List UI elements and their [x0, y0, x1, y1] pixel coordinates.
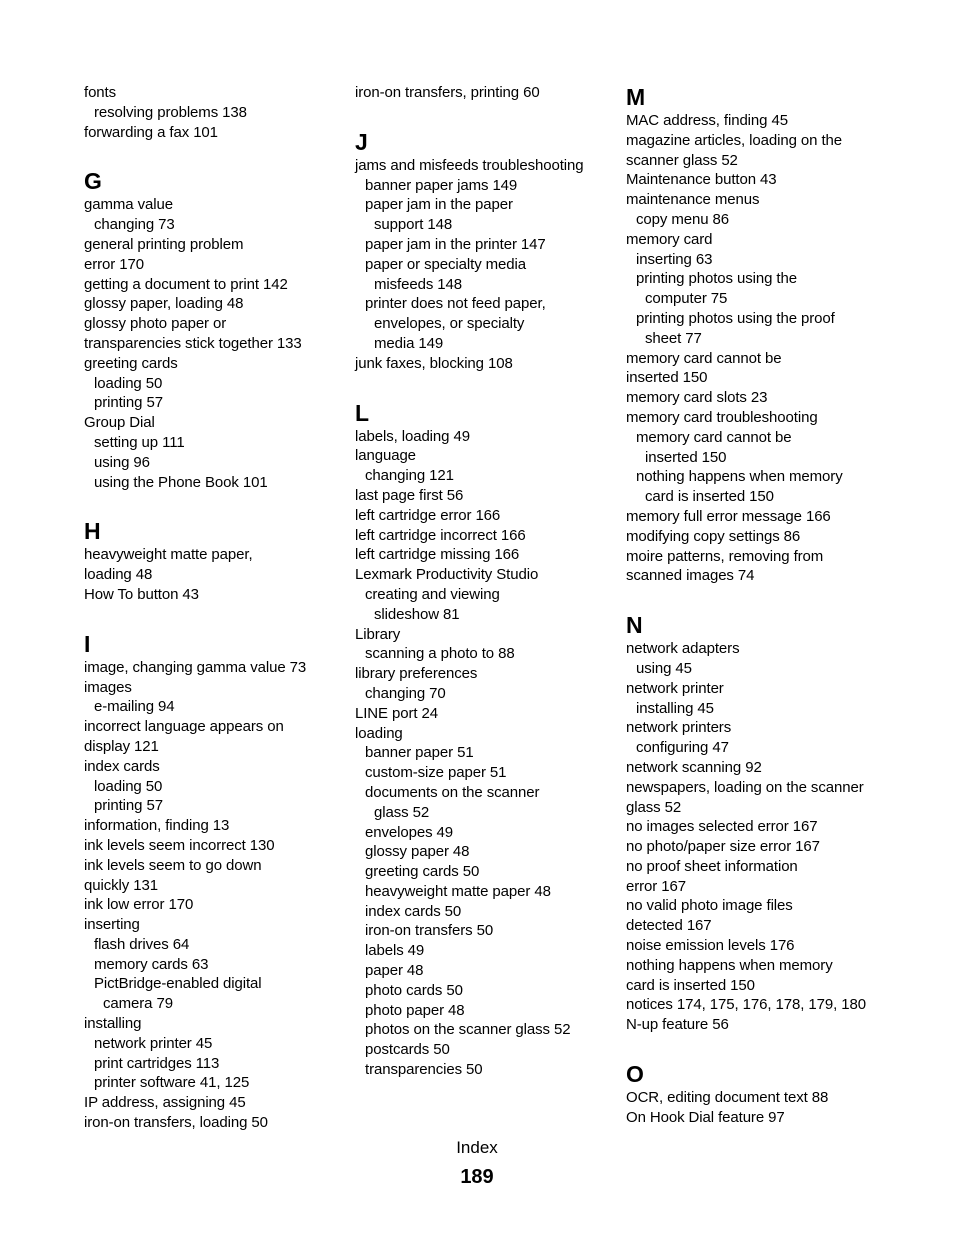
- index-subentry: media 149: [374, 334, 444, 352]
- index-entry: incorrect language appears on: [84, 718, 284, 736]
- index-entry: index cards: [84, 757, 160, 775]
- section-spacer: [84, 492, 354, 517]
- index-entry: memory card troubleshooting: [626, 408, 818, 426]
- index-entry: inserted 150: [626, 369, 708, 387]
- index-subentry: changing 70: [365, 684, 446, 702]
- index-subentry: using 45: [636, 659, 692, 677]
- index-entry: modifying copy settings 86: [626, 527, 801, 545]
- index-subentry: postcards 50: [365, 1041, 450, 1059]
- index-subentry: camera 79: [103, 995, 173, 1013]
- index-entry: iron-on transfers, loading 50: [84, 1114, 268, 1132]
- index-subentry: installing 45: [636, 699, 714, 717]
- index-subentry: misfeeds 148: [374, 275, 463, 293]
- index-entry: left cartridge incorrect 166: [355, 526, 526, 544]
- index-subentry: creating and viewing: [365, 585, 500, 603]
- index-entry: heavyweight matte paper,: [84, 546, 253, 564]
- footer-section-label: Index: [456, 1138, 498, 1157]
- index-subentry: photo paper 48: [365, 1001, 465, 1019]
- index-letter-heading: G: [84, 168, 102, 195]
- index-subentry: inserting 63: [636, 250, 713, 268]
- index-subentry: photo cards 50: [365, 981, 463, 999]
- index-subentry: print cartridges 113: [94, 1054, 220, 1072]
- index-subentry: envelopes, or specialty: [374, 315, 525, 333]
- index-entry: no images selected error 167: [626, 818, 818, 836]
- index-subentry: changing 121: [365, 467, 454, 485]
- index-subentry: e-mailing 94: [94, 698, 175, 716]
- index-subentry: printing photos using the: [636, 270, 797, 288]
- index-subentry: using 96: [94, 453, 150, 471]
- index-subentry: sheet 77: [645, 329, 702, 347]
- index-entry: image, changing gamma value 73: [84, 658, 307, 676]
- index-entry: OCR, editing document text 88: [626, 1089, 829, 1107]
- index-subentry: loading 50: [94, 374, 163, 392]
- index-subentry: banner paper 51: [365, 744, 474, 762]
- index-entry: notices 174, 175, 176, 178, 179, 180: [626, 996, 866, 1014]
- index-subentry: transparencies 50: [365, 1061, 483, 1079]
- section-spacer: [355, 374, 625, 399]
- index-entry: N-up feature 56: [626, 1016, 729, 1034]
- index-subentry: configuring 47: [636, 739, 729, 757]
- index-subentry: paper or specialty media: [365, 255, 527, 273]
- section-spacer: [626, 1035, 896, 1060]
- index-entry: newspapers, loading on the scanner: [626, 778, 864, 796]
- index-subentry: index cards 50: [365, 902, 462, 920]
- index-entry: forwarding a fax 101: [84, 123, 218, 141]
- index-entry: left cartridge missing 166: [355, 546, 520, 564]
- index-entry: glass 52: [626, 798, 682, 816]
- index-subentry: printer does not feed paper,: [365, 295, 546, 313]
- index-letter-heading: M: [626, 84, 646, 110]
- index-subentry: slideshow 81: [374, 605, 460, 623]
- index-entry: ink low error 170: [84, 896, 194, 914]
- index-subentry: printing 57: [94, 797, 163, 815]
- index-entry: detected 167: [626, 917, 712, 935]
- index-entry: display 121: [84, 737, 159, 755]
- index-letter-heading: J: [355, 128, 368, 155]
- section-spacer: [84, 142, 354, 167]
- index-subentry: scanning a photo to 88: [365, 645, 515, 663]
- index-entry: last page first 56: [355, 486, 464, 504]
- index-entry: junk faxes, blocking 108: [355, 354, 513, 372]
- index-entry: Maintenance button 43: [626, 171, 777, 189]
- index-subentry: card is inserted 150: [645, 488, 774, 506]
- index-subentry: using the Phone Book 101: [94, 473, 268, 491]
- index-entry: installing: [84, 1015, 142, 1033]
- index-letter-heading: N: [626, 612, 643, 639]
- index-entry: loading: [355, 724, 403, 742]
- index-subentry: PictBridge-enabled digital: [94, 975, 262, 993]
- index-subentry: paper 48: [365, 962, 424, 980]
- index-entry: error 167: [626, 877, 686, 895]
- index-entry: language: [355, 447, 416, 465]
- index-subentry: printer software 41, 125: [94, 1074, 250, 1092]
- index-subentry: greeting cards 50: [365, 863, 480, 881]
- index-entry: no valid photo image files: [626, 897, 793, 915]
- index-entry: ink levels seem incorrect 130: [84, 836, 275, 854]
- index-entry: no photo/paper size error 167: [626, 838, 820, 856]
- index-entry: network adapters: [626, 640, 740, 658]
- index-subentry: network printer 45: [94, 1034, 213, 1052]
- index-entry: gamma value: [84, 196, 173, 214]
- index-entry: nothing happens when memory: [626, 956, 833, 974]
- index-entry: fonts: [84, 84, 117, 101]
- index-entry: network scanning 92: [626, 758, 762, 776]
- index-subentry: documents on the scanner: [365, 783, 540, 801]
- index-entry: iron-on transfers, printing 60: [355, 84, 540, 101]
- index-subentry: flash drives 64: [94, 935, 190, 953]
- index-subentry: printing photos using the proof: [636, 309, 835, 327]
- page-number: 189: [460, 1166, 494, 1188]
- index-entry: IP address, assigning 45: [84, 1094, 246, 1112]
- index-entry: error 170: [84, 255, 144, 273]
- index-entry: getting a document to print 142: [84, 275, 288, 293]
- index-subentry: photos on the scanner glass 52: [365, 1021, 571, 1039]
- index-entry: ink levels seem to go down: [84, 856, 262, 874]
- index-letter-heading: O: [626, 1061, 644, 1088]
- index-subentry: banner paper jams 149: [365, 176, 518, 194]
- section-spacer: [626, 586, 896, 611]
- section-spacer: [355, 103, 625, 128]
- index-letter-heading: L: [355, 399, 370, 426]
- index-entry: memory card cannot be: [626, 349, 782, 367]
- index-subentry: glass 52: [374, 803, 430, 821]
- index-entry: card is inserted 150: [626, 976, 755, 994]
- index-subentry: heavyweight matte paper 48: [365, 882, 551, 900]
- index-entry: magazine articles, loading on the: [626, 131, 843, 149]
- index-entry: memory card: [626, 230, 713, 248]
- index-entry: network printers: [626, 719, 732, 737]
- index-entry: Group Dial: [84, 414, 155, 432]
- index-letter-heading: I: [84, 630, 91, 657]
- index-entry: scanned images 74: [626, 567, 755, 585]
- index-subentry: iron-on transfers 50: [365, 922, 494, 940]
- index-entry: labels, loading 49: [355, 427, 470, 445]
- index-subentry: copy menu 86: [636, 210, 730, 228]
- index-entry: transparencies stick together 133: [84, 334, 302, 352]
- index-subentry: loading 50: [94, 777, 163, 795]
- index-subentry: labels 49: [365, 942, 425, 960]
- index-entry: scanner glass 52: [626, 151, 738, 169]
- index-entry: images: [84, 678, 132, 696]
- index-subentry: memory cards 63: [94, 955, 209, 973]
- index-entry: How To button 43: [84, 585, 199, 603]
- index-entry: general printing problem: [84, 235, 244, 253]
- index-entry: noise emission levels 176: [626, 937, 795, 955]
- index-column-3: [626, 83, 896, 1128]
- index-entry: quickly 131: [84, 876, 158, 894]
- index-entry: memory card slots 23: [626, 389, 768, 407]
- index-entry: Lexmark Productivity Studio: [355, 566, 539, 584]
- index-entry: greeting cards: [84, 354, 178, 372]
- index-entry: memory full error message 166: [626, 507, 831, 525]
- index-entry: no proof sheet information: [626, 857, 798, 875]
- index-subentry: support 148: [374, 216, 453, 234]
- index-subentry: custom-size paper 51: [365, 764, 507, 782]
- index-column-1: [84, 83, 354, 1133]
- index-entry: information, finding 13: [84, 817, 230, 835]
- index-subentry: printing 57: [94, 394, 163, 412]
- index-entry: MAC address, finding 45: [626, 112, 788, 129]
- index-subentry: paper jam in the printer 147: [365, 235, 546, 253]
- index-entry: moire patterns, removing from: [626, 547, 824, 565]
- section-spacer: [84, 605, 354, 630]
- index-subentry: inserted 150: [645, 448, 727, 466]
- index-subentry: paper jam in the paper: [365, 196, 513, 214]
- index-entry: Library: [355, 625, 401, 643]
- index-entry: glossy photo paper or: [84, 315, 227, 333]
- index-letter-heading: H: [84, 518, 101, 545]
- index-entry: maintenance menus: [626, 191, 760, 209]
- index-entry: library preferences: [355, 665, 478, 683]
- index-entry: glossy paper, loading 48: [84, 295, 244, 313]
- index-entry: On Hook Dial feature 97: [626, 1108, 785, 1126]
- index-subentry: computer 75: [645, 290, 728, 308]
- index-entry: network printer: [626, 679, 724, 697]
- index-subentry: envelopes 49: [365, 823, 454, 841]
- index-entry: LINE port 24: [355, 704, 439, 722]
- index-entry: jams and misfeeds troubleshooting: [355, 156, 584, 174]
- index-entry: loading 48: [84, 566, 153, 584]
- index-entry: left cartridge error 166: [355, 506, 501, 524]
- index-subentry: memory card cannot be: [636, 428, 792, 446]
- index-subentry: nothing happens when memory: [636, 468, 843, 486]
- index-subentry: changing 73: [94, 216, 175, 234]
- index-subentry: glossy paper 48: [365, 843, 470, 861]
- index-column-2: [355, 83, 625, 1080]
- index-entry: inserting: [84, 916, 140, 934]
- index-subentry: setting up 111: [94, 433, 185, 451]
- index-subentry: resolving problems 138: [94, 103, 247, 121]
